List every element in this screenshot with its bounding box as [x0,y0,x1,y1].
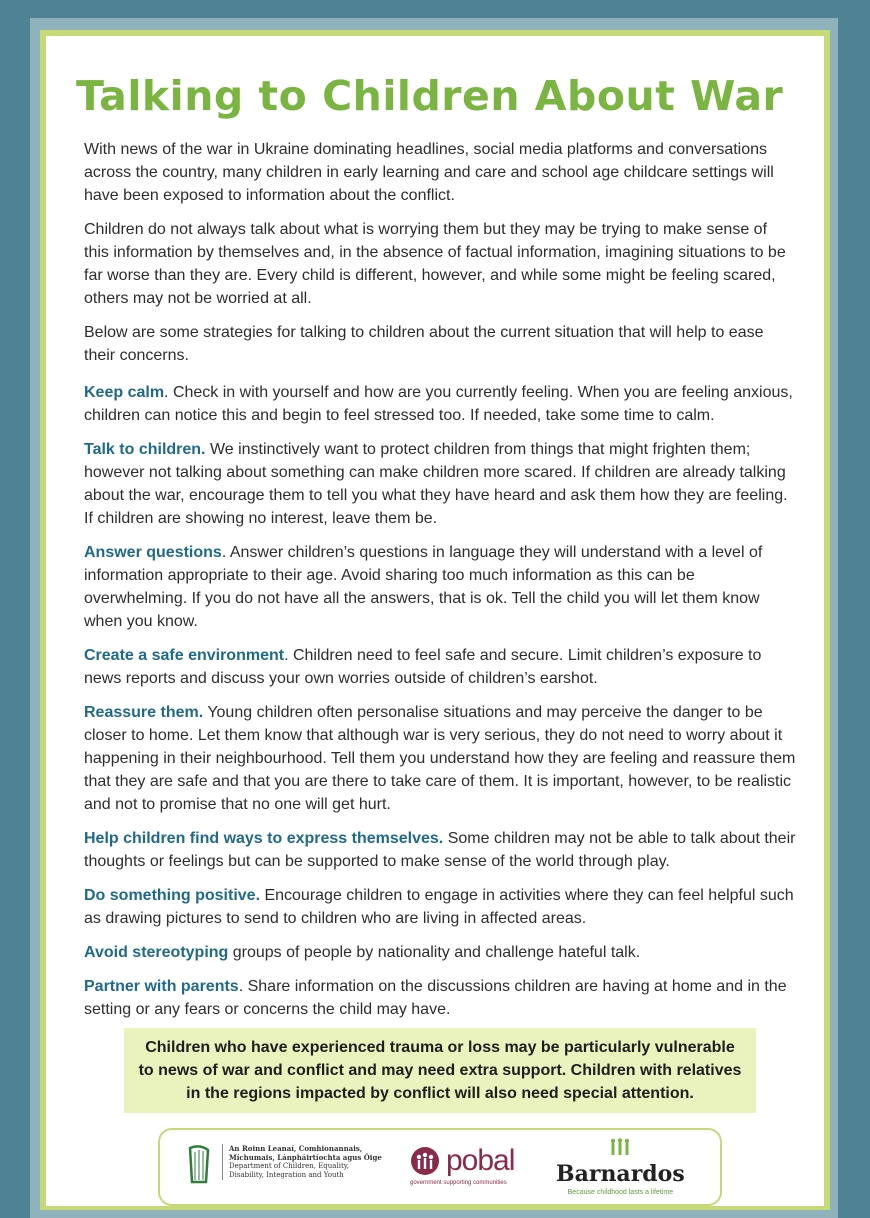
government-logo [186,1144,382,1186]
poster-page [46,36,824,1206]
intro-paragraph-1: With news of the war in Ukraine dominating headlines, social media platforms and conversations across the country, many children in early learning and care and school age childcare settings will have been exposed to information about the conflict. [84,141,774,204]
page-title: Talking to Children About War [76,72,784,120]
tip-text: groups of people by nationality and challenge hateful talk. [228,944,641,961]
tip-text: . Children need to feel safe and secure. Limit children’s exposure to news reports and discuss your own worries outside of children’s earshot. [84,647,762,687]
harp-icon [186,1144,212,1186]
tip-heading: Help children find ways to express themselves. [84,830,444,847]
tip-keep-calm [84,381,796,427]
tip-heading: Keep calm [84,384,165,401]
barnardos-name: Barnardos [556,1161,685,1187]
gov-line: Department of Children, Equality, [229,1162,350,1170]
tip-heading: Partner with parents [84,978,239,995]
department-name [222,1144,382,1180]
tip-heading: Talk to children. [84,441,206,458]
tip-heading: Create a safe environment [84,647,285,664]
footer-logos [158,1128,722,1206]
tip-safe-environment [84,644,796,690]
pobal-tagline: government supporting communities [410,1180,507,1186]
gov-line: Disability, Integration and Youth [229,1171,344,1179]
tip-text: . Share information on the discussions children are having at home and in the setting or any fears or concerns the child may have. [84,978,787,1018]
barnardos-logo [556,1138,685,1196]
tip-text: . Check in with yourself and how are you currently feeling. When you are feeling anxious, children can notice this and begin to feel stressed too. If needed, take some time to calm. [84,384,793,424]
pobal-name: pobal [446,1144,515,1177]
gov-line: Míchumais, Lánpháirtíochta agus Óige [229,1153,382,1162]
tip-heading: Reassure them. [84,704,204,721]
tip-heading: Avoid stereotyping [84,944,229,961]
tip-answer-questions [84,541,796,633]
tip-text: Encourage children to engage in activities where they can feel helpful such as drawing pictures to send to children who are living in affected areas. [84,887,794,927]
tip-partner-with-parents [84,975,796,1021]
pobal-logo [410,1144,514,1186]
body-text [84,138,796,1032]
intro-paragraph-3: Below are some strategies for talking to children about the current situation that will help to ease their concerns. [84,324,764,364]
tip-text: Some children may not be able to talk about their thoughts or feelings but can be supported to make sense of the world through play. [84,830,796,870]
tip-express-themselves [84,827,796,873]
tip-talk-to-children [84,438,796,530]
tips-list [84,381,796,1021]
gov-line: An Roinn Leanaí, Comhionannais, [229,1144,363,1153]
tip-text: . Answer children’s questions in language they will understand with a level of information appropriate to their age. Avoid sharing too much information as this can be overwhelming. If you do not have all the answers, that is ok. Tell the child you will let them know when you know. [84,544,763,630]
tip-heading: Do something positive. [84,887,261,904]
tip-heading: Answer questions [84,544,222,561]
barnardos-tagline: Because childhood lasts a lifetime [567,1189,674,1196]
tip-text: We instinctively want to protect children from things that might frighten them; however not talking about something can make children more scared. If children are already talking about the war, encourage them to tell you what they have heard and ask them how they are feeling. If children are showing no interest, leave them be. [84,441,788,527]
tip-reassure-them [84,701,796,816]
callout-box: Children who have experienced trauma or loss may be particularly vulnerable to news of war and conflict and may need extra support. Children with relatives in the regions impacted by conflict will also need special attention. [124,1028,756,1113]
pobal-emblem-icon [410,1146,440,1176]
tip-do-something-positive [84,884,796,930]
barnardos-figures-icon [605,1138,635,1156]
tip-text: Young children often personalise situations and may perceive the danger to be closer to home. Let them know that although war is very serious, they do not need to worry about it happening in their neighbourhood. Tell them you understand how they are feeling and reassure them that they are safe and that you are there to take care of them. It is important, however, to be realistic and not to promise that no one will get hurt. [84,704,796,813]
intro-paragraph-2: Children do not always talk about what is worrying them but they may be trying to make sense of this information by themselves and, in the absence of factual information, imagining situations to be far worse than they are. Every child is different, however, and while some might be feeling scared, others may not be worried at all. [84,221,786,307]
tip-avoid-stereotyping [84,941,796,964]
